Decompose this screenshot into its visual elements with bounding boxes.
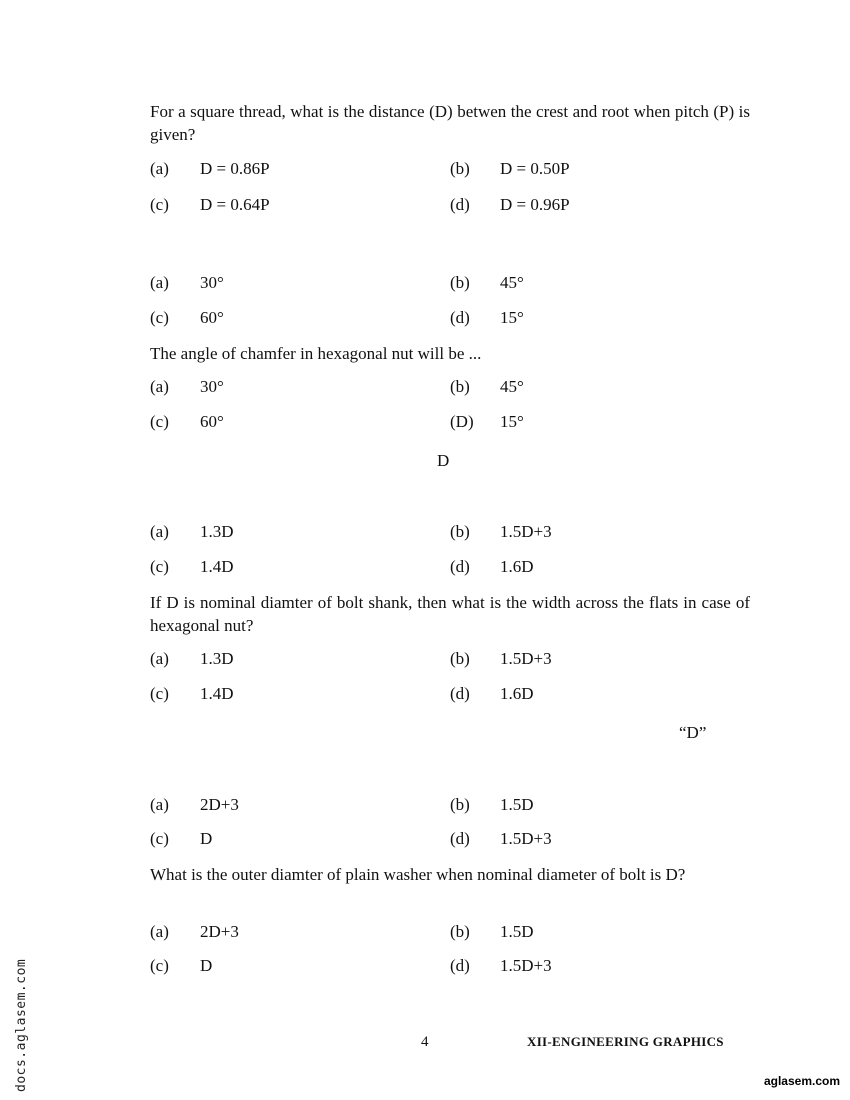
option-label: (d) <box>450 557 470 576</box>
page-number: 4 <box>421 1034 429 1050</box>
option-value: 60° <box>200 412 224 431</box>
option-label: (b) <box>450 159 470 178</box>
option-label: (b) <box>450 377 470 396</box>
option-label: (a) <box>150 649 169 668</box>
option-label: (b) <box>450 922 470 941</box>
option-value: 30° <box>200 273 224 292</box>
option-value: D = 0.50P <box>500 159 570 178</box>
option-value: 1.5D+3 <box>500 829 552 848</box>
option-label: (b) <box>450 795 470 814</box>
footer-title: XII-ENGINEERING GRAPHICS <box>527 1034 724 1049</box>
option-label: (c) <box>150 412 169 431</box>
option-label: (d) <box>450 956 470 975</box>
brand-watermark: aglasem.com <box>763 1074 840 1088</box>
question-text: If D is nominal diamter of bolt shank, then what is the width across the flats in case of hexagonal nut? <box>150 593 750 635</box>
option-label: (b) <box>450 273 470 292</box>
side-watermark: docs.aglasem.com <box>14 958 29 1092</box>
option-value: 1.6D <box>500 684 534 703</box>
option-label: (d) <box>450 308 470 327</box>
option-label: (D) <box>450 412 474 431</box>
option-label: (a) <box>150 922 169 941</box>
option-value: D = 0.64P <box>200 195 270 214</box>
option-value: D <box>200 829 213 848</box>
option-value: 15° <box>500 308 524 327</box>
question-text: What is the outer diamter of plain washer when nominal diameter of bolt is D? <box>150 865 686 884</box>
option-value: 1.5D <box>500 922 534 941</box>
option-value: 60° <box>200 308 224 327</box>
option-value: 1.5D+3 <box>500 956 552 975</box>
option-value: D <box>200 956 213 975</box>
option-value: D = 0.86P <box>200 159 270 178</box>
option-label: (a) <box>150 795 169 814</box>
option-label: (c) <box>150 829 169 848</box>
question-text: The angle of chamfer in hexagonal nut will be ... <box>150 344 482 363</box>
option-label: (a) <box>150 377 169 396</box>
option-label: (d) <box>450 684 470 703</box>
option-value: 1.4D <box>200 684 234 703</box>
question-text: For a square thread, what is the distance (D) betwen the crest and root when pitch (P) is given? <box>150 102 750 144</box>
stray-note: D <box>437 451 450 470</box>
option-value: 2D+3 <box>200 922 239 941</box>
option-value: 1.5D+3 <box>500 649 552 668</box>
option-label: (c) <box>150 308 169 327</box>
option-value: 1.3D <box>200 522 234 541</box>
option-label: (c) <box>150 684 169 703</box>
option-value: 1.3D <box>200 649 234 668</box>
option-value: 2D+3 <box>200 795 239 814</box>
option-label: (d) <box>450 829 470 848</box>
option-value: 1.5D+3 <box>500 522 552 541</box>
option-value: 45° <box>500 377 524 396</box>
option-label: (c) <box>150 557 169 576</box>
option-label: (b) <box>450 649 470 668</box>
option-label: (a) <box>150 273 169 292</box>
option-value: 1.5D <box>500 795 534 814</box>
option-value: 30° <box>200 377 224 396</box>
option-label: (b) <box>450 522 470 541</box>
option-value: 45° <box>500 273 524 292</box>
stray-note: “D” <box>679 723 707 742</box>
option-label: (c) <box>150 195 169 214</box>
option-value: 1.6D <box>500 557 534 576</box>
option-label: (d) <box>450 195 470 214</box>
option-value: D = 0.96P <box>500 195 570 214</box>
option-label: (a) <box>150 159 169 178</box>
option-value: 15° <box>500 412 524 431</box>
option-value: 1.4D <box>200 557 234 576</box>
option-label: (a) <box>150 522 169 541</box>
option-label: (c) <box>150 956 169 975</box>
